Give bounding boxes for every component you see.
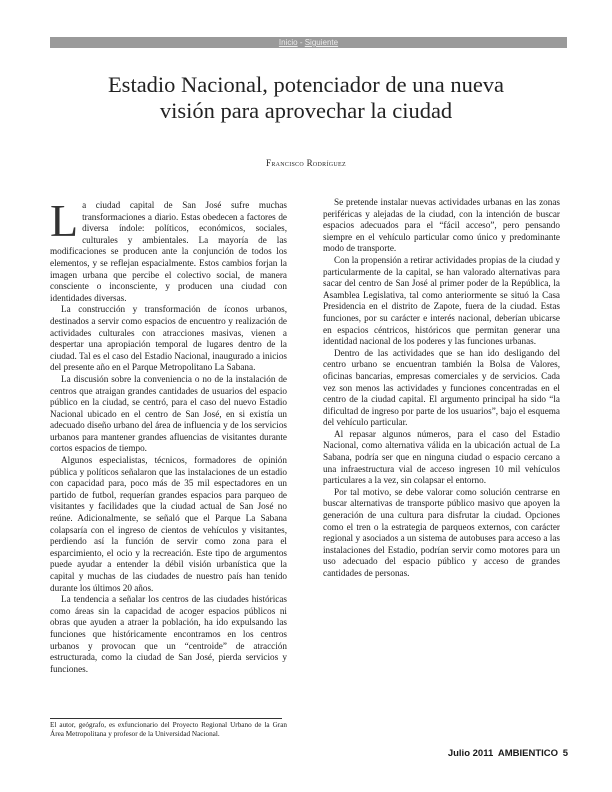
article-author: Francisco Rodríguez	[266, 158, 346, 168]
paragraph-9: Al repasar algunos números, para el caso del Estadio Nacional, como alternativa válida en la ubicación actual de La Sabana, podría ser que en ninguna ciudad o espacio cercano a una infraestructura vial de acceso ingresen 10 mil vehículos particulares a la vez, sin colapsar el entorno.	[323, 428, 560, 486]
paragraph-2: La construcción y transformación de íconos urbanos, destinados a servir como espacios de encuentro y realización de actividades culturales con atracciones masivas, vienen a despertar una apropiación temporal de lugares dentro de la ciudad. Tal es el caso del Estadio Nacional, inaugurado a inicios del presente año en el Parque Metropolitano La Sabana.	[50, 304, 287, 373]
title-line-2: visión para aprovechar la ciudad	[159, 98, 453, 123]
paragraph-7: Con la propensión a retirar actividades propias de la ciudad y particularmente de la capital, se han valorado alternativas para sacar del centro de San José al primer poder de la República, la Asamblea Legislativa, tal como anteriormente se situó la Casa Presidencia en el distrito de Zapote, fuera de la ciudad. Estas funciones, por su carácter e interés nacional, deberían ubicarse en espacios céntricos, históricos que permitan generar una identidad nacional de los poderes y las funciones urbanas.	[323, 254, 560, 347]
paragraph-6: Se pretende instalar nuevas actividades urbanas en las zonas periféricas y alejadas de la ciudad, con la intención de buscar espacios adecuados para el “fácil acceso”, pero pensando siempre en el vehículo particular como único y predominante modo de transporte.	[323, 197, 560, 254]
paragraph-1-text: a ciudad capital de San José sufre muchas transformaciones a diario. Estas obedecen a factores de diversa índole: políticos, económicos, sociales, culturales y ambientales. La mayoría de las modificaciones se producen ante la conjunción de todos los elementos, y se reflejan espacialmente. Estos cambios forjan la imagen urbana que percibe el colectivo social, de manera consciente o inconsciente, y producen una ciudad con identidades diversas.	[50, 200, 287, 303]
article-title	[56, 72, 556, 124]
nav-separator: -	[297, 38, 305, 47]
paragraph-8: Dentro de las actividades que se han ido desligando del centro urbano se encuentran también la Bolsa de Valores, oficinas bancarias, empresas comerciales y de servicios. Cada vez son menos las actividades y funciones concentradas en el centro de la ciudad capital. El argumento principal ha sido “la dificultad de ingreso por parte de los usuarios”, bajo el esquema del vehículo particular.	[323, 347, 560, 428]
left-column	[50, 195, 287, 675]
right-column	[323, 197, 560, 580]
magazine-name: AMBIENTICO	[497, 748, 559, 759]
drop-cap: L	[50, 195, 79, 246]
paragraph-5: La tendencia a señalar los centros de las ciudades históricas como áreas sin la capacidad de acoger espacios públicos ni obras que ayuden a atraer la población, ha ido expulsando las funciones que históricamente encontramos en los centros urbanos y provocan que un “centroide” de atracción estructurada, como la ciudad de San José, pierda servicios y funciones.	[50, 594, 287, 674]
page-number: 5	[562, 748, 568, 759]
paragraph-10: Por tal motivo, se debe valorar como solución centrarse en buscar alternativas de transporte público masivo que apoyen la generación de una cultura para disfrutar la ciudad. Opciones como el tren o la estrategia de parqueos externos, con carácter regional y asociados a un sistema de autobuses para acceso a las instalaciones del Estadio, podrían servir como motores para un uso adecuado del espacio público y acceso de grandes cantidades de personas.	[323, 486, 560, 578]
siguiente-link[interactable]: Siguiente	[304, 38, 339, 47]
paragraph-3: La discusión sobre la conveniencia o no de la instalación de centros que atraigan grandes cantidades de usuarios del espacio público en la ciudad, se centró, para el caso del nuevo Estadio Nacional ubicado en el centro de San José, en si existía un adecuado diseño urbano del área de influencia y de los servicios urbanos para mantener grandes afluencias de visitantes durante cortos espacios de tiempo.	[50, 373, 287, 454]
page-footer	[440, 748, 568, 759]
paragraph-1	[50, 195, 287, 304]
inicio-link[interactable]: Inicio	[278, 38, 298, 47]
title-line-1: Estadio Nacional, potenciador de una nueva	[107, 72, 505, 97]
navigation-bar	[50, 37, 567, 48]
issue-date: Julio 2011	[447, 748, 494, 759]
footnote-divider	[50, 718, 282, 719]
paragraph-4: Algunos especialistas, técnicos, formadores de opinión pública y políticos señalaron que las instalaciones de un estadio con capacidad para, poco más de 35 mil espectadores en un partido de futbol, requerían grandes espacios para parqueo de visitantes y facilidades que la ciudad actual de San José no reúne. Adicionalmente, se señaló que el Parque La Sabana colapsaría con el ingreso de cientos de vehículos y visitantes, perdiendo así la función de servir como zona para el esparcimiento, el ocio y la recreación. Este tipo de argumentos puede ayudar a entender la débil visión urbanística que la capital y muchas de las ciudades de nuestro país han tenido durante los últimos 20 años.	[50, 455, 287, 593]
author-footnote: El autor, geógrafo, es exfuncionario del Proyecto Regional Urbano de la Gran Área Metropolitana y profesor de la Universidad Nacional.	[50, 721, 287, 739]
